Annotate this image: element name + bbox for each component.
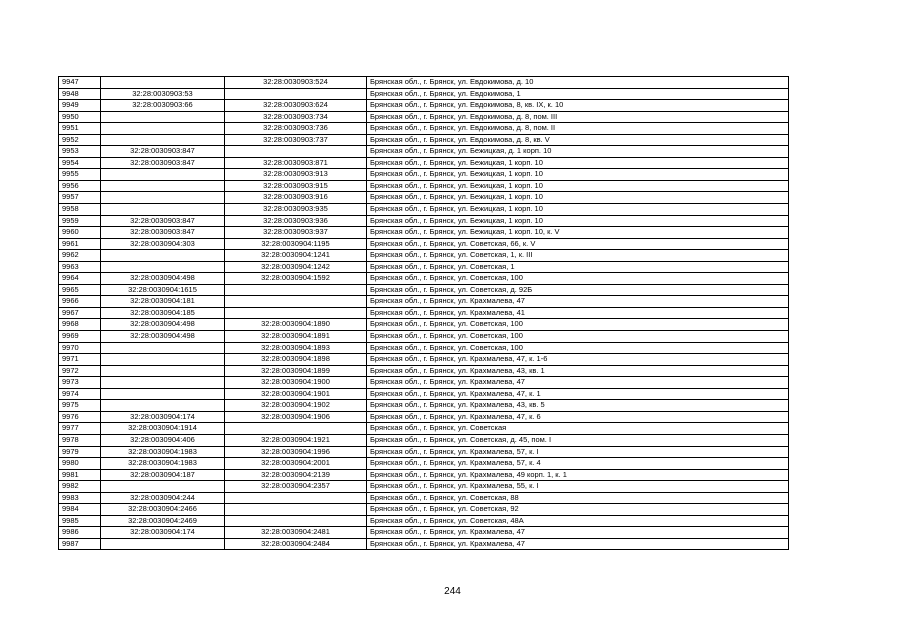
- table-row: [59, 261, 789, 273]
- cadastral-number-cell: 32:28:0030904:498: [101, 319, 225, 331]
- table-row: [59, 204, 789, 216]
- table-row: [59, 504, 789, 516]
- row-number-cell: 9982: [59, 481, 101, 493]
- address-cell: Брянская обл., г. Брянск, ул. Бежицкая, 1 корп. 10: [367, 180, 789, 192]
- table-row: [59, 434, 789, 446]
- address-cell: Брянская обл., г. Брянск, ул. Крахмалева, 43, кв. 1: [367, 365, 789, 377]
- premises-cadastral-number-cell: 32:28:0030904:1241: [225, 250, 367, 262]
- table-row: [59, 134, 789, 146]
- row-number-cell: 9968: [59, 319, 101, 331]
- address-cell: Брянская обл., г. Брянск, ул. Бежицкая, 1 корп. 10: [367, 215, 789, 227]
- table-row: [59, 296, 789, 308]
- address-cell: Брянская обл., г. Брянск, ул. Советская, 100: [367, 273, 789, 285]
- address-cell: Брянская обл., г. Брянск, ул. Советская: [367, 423, 789, 435]
- address-cell: Брянская обл., г. Брянск, ул. Евдокимова, д. 8, пом. III: [367, 111, 789, 123]
- row-number-cell: 9957: [59, 192, 101, 204]
- table-row: [59, 157, 789, 169]
- row-number-cell: 9972: [59, 365, 101, 377]
- table-row: [59, 331, 789, 343]
- premises-cadastral-number-cell: 32:28:0030903:915: [225, 180, 367, 192]
- address-cell: Брянская обл., г. Брянск, ул. Бежицкая, 1 корп. 10: [367, 192, 789, 204]
- premises-cadastral-number-cell: 32:28:0030904:1592: [225, 273, 367, 285]
- premises-cadastral-number-cell: [225, 88, 367, 100]
- address-cell: Брянская обл., г. Брянск, ул. Крахмалева, 41: [367, 307, 789, 319]
- cadastral-number-cell: [101, 365, 225, 377]
- premises-cadastral-number-cell: 32:28:0030904:1890: [225, 319, 367, 331]
- address-cell: Брянская обл., г. Брянск, ул. Крахмалева, 49 корп. 1, к. 1: [367, 469, 789, 481]
- address-cell: Брянская обл., г. Брянск, ул. Евдокимова, д. 8, пом. II: [367, 123, 789, 135]
- row-number-cell: 9975: [59, 400, 101, 412]
- table-row: [59, 250, 789, 262]
- address-cell: Брянская обл., г. Брянск, ул. Евдокимова, 1: [367, 88, 789, 100]
- table-row: [59, 111, 789, 123]
- table-row: [59, 100, 789, 112]
- table-row: [59, 88, 789, 100]
- address-cell: Брянская обл., г. Брянск, ул. Евдокимова, д. 10: [367, 77, 789, 89]
- address-cell: Брянская обл., г. Брянск, ул. Советская, 1, к. III: [367, 250, 789, 262]
- address-cell: Брянская обл., г. Брянск, ул. Крахмалева, 43, кв. 5: [367, 400, 789, 412]
- table-row: [59, 481, 789, 493]
- cadastral-number-cell: [101, 204, 225, 216]
- address-cell: Брянская обл., г. Брянск, ул. Крахмалева, 47: [367, 377, 789, 389]
- row-number-cell: 9959: [59, 215, 101, 227]
- premises-cadastral-number-cell: 32:28:0030904:1921: [225, 434, 367, 446]
- premises-cadastral-number-cell: 32:28:0030904:1242: [225, 261, 367, 273]
- premises-cadastral-number-cell: [225, 492, 367, 504]
- row-number-cell: 9976: [59, 411, 101, 423]
- row-number-cell: 9986: [59, 527, 101, 539]
- premises-cadastral-number-cell: 32:28:0030903:916: [225, 192, 367, 204]
- cadastral-number-cell: 32:28:0030904:498: [101, 273, 225, 285]
- premises-cadastral-number-cell: 32:28:0030903:734: [225, 111, 367, 123]
- cadastral-number-cell: [101, 400, 225, 412]
- row-number-cell: 9949: [59, 100, 101, 112]
- cadastral-number-cell: [101, 342, 225, 354]
- row-number-cell: 9970: [59, 342, 101, 354]
- table-row: [59, 169, 789, 181]
- table-row: [59, 515, 789, 527]
- premises-cadastral-number-cell: 32:28:0030904:1906: [225, 411, 367, 423]
- row-number-cell: 9977: [59, 423, 101, 435]
- row-number-cell: 9981: [59, 469, 101, 481]
- premises-cadastral-number-cell: 32:28:0030903:524: [225, 77, 367, 89]
- cadastral-number-cell: [101, 123, 225, 135]
- premises-cadastral-number-cell: 32:28:0030904:1902: [225, 400, 367, 412]
- cadastral-number-cell: [101, 134, 225, 146]
- row-number-cell: 9954: [59, 157, 101, 169]
- address-cell: Брянская обл., г. Брянск, ул. Бежицкая, 1 корп. 10: [367, 157, 789, 169]
- address-cell: Брянская обл., г. Брянск, ул. Крахмалева, 47, к. 6: [367, 411, 789, 423]
- row-number-cell: 9952: [59, 134, 101, 146]
- cadastral-number-cell: [101, 388, 225, 400]
- table-row: [59, 388, 789, 400]
- row-number-cell: 9980: [59, 458, 101, 470]
- table-body: [59, 77, 789, 550]
- row-number-cell: 9961: [59, 238, 101, 250]
- table-row: [59, 469, 789, 481]
- table-row: [59, 192, 789, 204]
- premises-cadastral-number-cell: [225, 284, 367, 296]
- row-number-cell: 9971: [59, 354, 101, 366]
- cadastral-number-cell: 32:28:0030904:406: [101, 434, 225, 446]
- cadastral-number-cell: [101, 538, 225, 550]
- address-cell: Брянская обл., г. Брянск, ул. Советская, 100: [367, 319, 789, 331]
- table-row: [59, 146, 789, 158]
- address-cell: Брянская обл., г. Брянск, ул. Крахмалева, 47: [367, 527, 789, 539]
- row-number-cell: 9987: [59, 538, 101, 550]
- premises-cadastral-number-cell: 32:28:0030904:2481: [225, 527, 367, 539]
- premises-cadastral-number-cell: 32:28:0030904:2001: [225, 458, 367, 470]
- address-cell: Брянская обл., г. Брянск, ул. Крахмалева, 57, к. I: [367, 446, 789, 458]
- cadastral-number-cell: 32:28:0030904:498: [101, 331, 225, 343]
- address-cell: Брянская обл., г. Брянск, ул. Крахмалева, 47: [367, 296, 789, 308]
- row-number-cell: 9979: [59, 446, 101, 458]
- premises-cadastral-number-cell: 32:28:0030903:624: [225, 100, 367, 112]
- table-row: [59, 458, 789, 470]
- row-number-cell: 9967: [59, 307, 101, 319]
- premises-cadastral-number-cell: 32:28:0030903:913: [225, 169, 367, 181]
- cadastral-number-cell: 32:28:0030903:847: [101, 215, 225, 227]
- address-cell: Брянская обл., г. Брянск, ул. Советская, 66, к. V: [367, 238, 789, 250]
- row-number-cell: 9948: [59, 88, 101, 100]
- cadastral-number-cell: 32:28:0030903:847: [101, 227, 225, 239]
- cadastral-number-cell: [101, 192, 225, 204]
- table-row: [59, 77, 789, 89]
- premises-cadastral-number-cell: 32:28:0030903:737: [225, 134, 367, 146]
- premises-cadastral-number-cell: 32:28:0030904:1891: [225, 331, 367, 343]
- premises-cadastral-number-cell: 32:28:0030904:1893: [225, 342, 367, 354]
- cadastral-number-cell: 32:28:0030903:53: [101, 88, 225, 100]
- premises-cadastral-number-cell: [225, 423, 367, 435]
- premises-cadastral-number-cell: [225, 307, 367, 319]
- row-number-cell: 9983: [59, 492, 101, 504]
- cadastral-number-cell: 32:28:0030904:1914: [101, 423, 225, 435]
- row-number-cell: 9984: [59, 504, 101, 516]
- address-cell: Брянская обл., г. Брянск, ул. Советская, 100: [367, 342, 789, 354]
- table-row: [59, 527, 789, 539]
- premises-cadastral-number-cell: 32:28:0030903:936: [225, 215, 367, 227]
- row-number-cell: 9951: [59, 123, 101, 135]
- address-cell: Брянская обл., г. Брянск, ул. Крахмалева, 47, к. 1: [367, 388, 789, 400]
- cadastral-number-cell: 32:28:0030903:847: [101, 157, 225, 169]
- cadastral-number-cell: 32:28:0030904:1983: [101, 446, 225, 458]
- premises-cadastral-number-cell: [225, 504, 367, 516]
- address-cell: Брянская обл., г. Брянск, ул. Крахмалева, 57, к. 4: [367, 458, 789, 470]
- address-cell: Брянская обл., г. Брянск, ул. Бежицкая, д. 1 корп. 10: [367, 146, 789, 158]
- premises-cadastral-number-cell: 32:28:0030904:2484: [225, 538, 367, 550]
- cadastral-number-cell: 32:28:0030904:2469: [101, 515, 225, 527]
- premises-cadastral-number-cell: 32:28:0030904:1901: [225, 388, 367, 400]
- table-row: [59, 319, 789, 331]
- table-row: [59, 423, 789, 435]
- address-cell: Брянская обл., г. Брянск, ул. Советская, 1: [367, 261, 789, 273]
- cadastral-number-cell: [101, 377, 225, 389]
- address-cell: Брянская обл., г. Брянск, ул. Советская, д. 92Б: [367, 284, 789, 296]
- cadastral-number-cell: 32:28:0030904:1615: [101, 284, 225, 296]
- premises-cadastral-number-cell: 32:28:0030904:1898: [225, 354, 367, 366]
- row-number-cell: 9965: [59, 284, 101, 296]
- row-number-cell: 9960: [59, 227, 101, 239]
- row-number-cell: 9973: [59, 377, 101, 389]
- cadastral-number-cell: [101, 354, 225, 366]
- premises-cadastral-number-cell: 32:28:0030903:937: [225, 227, 367, 239]
- table-row: [59, 273, 789, 285]
- address-cell: Брянская обл., г. Брянск, ул. Советская, 92: [367, 504, 789, 516]
- cadastral-number-cell: 32:28:0030904:174: [101, 527, 225, 539]
- address-cell: Брянская обл., г. Брянск, ул. Бежицкая, 1 корп. 10: [367, 204, 789, 216]
- cadastral-number-cell: 32:28:0030903:66: [101, 100, 225, 112]
- premises-cadastral-number-cell: 32:28:0030903:871: [225, 157, 367, 169]
- row-number-cell: 9963: [59, 261, 101, 273]
- premises-cadastral-number-cell: 32:28:0030904:2139: [225, 469, 367, 481]
- address-cell: Брянская обл., г. Брянск, ул. Советская, 100: [367, 331, 789, 343]
- premises-cadastral-number-cell: [225, 146, 367, 158]
- table-row: [59, 284, 789, 296]
- address-cell: Брянская обл., г. Брянск, ул. Евдокимова, д. 8, кв. V: [367, 134, 789, 146]
- cadastral-number-cell: 32:28:0030904:244: [101, 492, 225, 504]
- row-number-cell: 9969: [59, 331, 101, 343]
- row-number-cell: 9947: [59, 77, 101, 89]
- row-number-cell: 9950: [59, 111, 101, 123]
- cadastral-number-cell: [101, 111, 225, 123]
- address-cell: Брянская обл., г. Брянск, ул. Советская, 88: [367, 492, 789, 504]
- cadastral-number-cell: 32:28:0030904:174: [101, 411, 225, 423]
- row-number-cell: 9958: [59, 204, 101, 216]
- cadastral-number-cell: [101, 180, 225, 192]
- table-row: [59, 307, 789, 319]
- table-row: [59, 238, 789, 250]
- table-row: [59, 538, 789, 550]
- row-number-cell: 9956: [59, 180, 101, 192]
- table-row: [59, 123, 789, 135]
- table-row: [59, 342, 789, 354]
- cadastral-number-cell: [101, 261, 225, 273]
- cadastral-number-cell: 32:28:0030904:1983: [101, 458, 225, 470]
- premises-cadastral-number-cell: 32:28:0030904:1996: [225, 446, 367, 458]
- row-number-cell: 9964: [59, 273, 101, 285]
- address-cell: Брянская обл., г. Брянск, ул. Евдокимова, 8, кв. IX, к. 10: [367, 100, 789, 112]
- cadastral-number-cell: [101, 250, 225, 262]
- row-number-cell: 9974: [59, 388, 101, 400]
- table-row: [59, 377, 789, 389]
- address-cell: Брянская обл., г. Брянск, ул. Советская, 48А: [367, 515, 789, 527]
- cadastral-number-cell: 32:28:0030904:2466: [101, 504, 225, 516]
- table-row: [59, 400, 789, 412]
- table-row: [59, 365, 789, 377]
- table-row: [59, 215, 789, 227]
- cadastral-number-cell: [101, 481, 225, 493]
- cadastral-number-cell: 32:28:0030904:185: [101, 307, 225, 319]
- table-row: [59, 492, 789, 504]
- row-number-cell: 9985: [59, 515, 101, 527]
- row-number-cell: 9953: [59, 146, 101, 158]
- property-register-table: [58, 76, 789, 550]
- table-row: [59, 446, 789, 458]
- address-cell: Брянская обл., г. Брянск, ул. Советская, д. 45, пом. I: [367, 434, 789, 446]
- table-row: [59, 180, 789, 192]
- premises-cadastral-number-cell: [225, 296, 367, 308]
- address-cell: Брянская обл., г. Брянск, ул. Бежицкая, 1 корп. 10: [367, 169, 789, 181]
- row-number-cell: 9966: [59, 296, 101, 308]
- row-number-cell: 9955: [59, 169, 101, 181]
- row-number-cell: 9962: [59, 250, 101, 262]
- address-cell: Брянская обл., г. Брянск, ул. Крахмалева, 47: [367, 538, 789, 550]
- table-row: [59, 411, 789, 423]
- premises-cadastral-number-cell: [225, 515, 367, 527]
- premises-cadastral-number-cell: 32:28:0030904:1195: [225, 238, 367, 250]
- address-cell: Брянская обл., г. Брянск, ул. Крахмалева, 47, к. 1-6: [367, 354, 789, 366]
- premises-cadastral-number-cell: 32:28:0030904:1900: [225, 377, 367, 389]
- premises-cadastral-number-cell: 32:28:0030904:1899: [225, 365, 367, 377]
- cadastral-number-cell: 32:28:0030904:303: [101, 238, 225, 250]
- cadastral-number-cell: [101, 169, 225, 181]
- premises-cadastral-number-cell: 32:28:0030903:736: [225, 123, 367, 135]
- address-cell: Брянская обл., г. Брянск, ул. Крахмалева, 55, к. I: [367, 481, 789, 493]
- row-number-cell: 9978: [59, 434, 101, 446]
- cadastral-number-cell: 32:28:0030904:187: [101, 469, 225, 481]
- page-number: 244: [444, 586, 461, 597]
- cadastral-number-cell: 32:28:0030903:847: [101, 146, 225, 158]
- premises-cadastral-number-cell: 32:28:0030904:2357: [225, 481, 367, 493]
- cadastral-number-cell: 32:28:0030904:181: [101, 296, 225, 308]
- address-cell: Брянская обл., г. Брянск, ул. Бежицкая, 1 корп. 10, к. V: [367, 227, 789, 239]
- table-row: [59, 354, 789, 366]
- cadastral-number-cell: [101, 77, 225, 89]
- table-row: [59, 227, 789, 239]
- premises-cadastral-number-cell: 32:28:0030903:935: [225, 204, 367, 216]
